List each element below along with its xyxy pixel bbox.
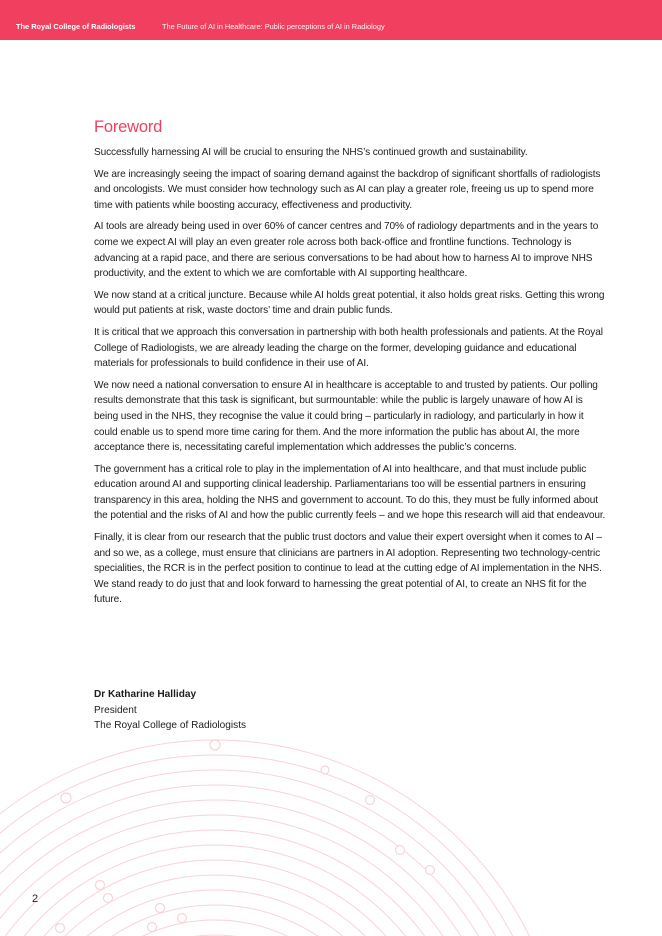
foreword-section — [94, 118, 606, 614]
signatory-organisation: The Royal College of Radiologists — [94, 720, 247, 732]
page-title: Foreword — [94, 118, 163, 136]
paragraph: Successfully harnessing AI will be crucial to ensuring the NHS’s continued growth and sustainability. — [94, 147, 528, 158]
paragraph: The government has a critical role to play in the implementation of AI into healthcare, and that must include public education around AI and supporting clinical leadership. Parliamentarians too will be essential partners in ensuring transparency in this area, holding the NHS and government to account. To do this, they must be fully informed about the potential and the risks of AI and how the public currently feels – and we hope this research will aid that endeavour. — [94, 463, 606, 522]
signatory-role: President — [94, 704, 137, 716]
header-org-name: The Royal College of Radiologists — [16, 22, 136, 31]
paragraph: Finally, it is clear from our research that the public trust doctors and value their expert oversight when it comes to AI – and so we, as a college, must ensure that clinicians are partners in AI adoption. Representing two technology-centric specialities, the RCR is in the perfect position to continue to lead at the cutting edge of AI implementation in the NHS. We stand ready to do just that and look forward to harnessing the great potential of AI, to create an NHS fit for the future. — [94, 532, 602, 606]
signature-block — [94, 687, 246, 734]
signatory-name: Dr Katharine Halliday — [94, 689, 197, 700]
paragraph: We are increasingly seeing the impact of soaring demand against the backdrop of significant shortfalls of radiologists and oncologists. We must consider how technology such as AI can play a greater role, freeing us up to spend more time with patients while boosting accuracy, effectiveness and productivity. — [94, 168, 601, 211]
header-bar — [0, 0, 662, 40]
paragraph: AI tools are already being used in over 60% of cancer centres and 70% of radiology departments and in the years to come we expect AI will play an even greater role across both back-office and frontline functions. Technology is advancing at a rapid pace, and there are serious conversations to be had about how to harness AI to improve NHS productivity, and the extent to which we are comfortable with AI supporting healthcare. — [94, 221, 599, 280]
header-document-title: The Future of AI in Healthcare: Public perceptions of AI in Radiology — [162, 22, 385, 31]
paragraph: We now need a national conversation to ensure AI in healthcare is acceptable to and trusted by patients. Our polling results demonstrate that this task is significant, but surmountable: while the public is largely unaware of how AI is being used in the NHS, they recognise the value it could bring – particularly in radiology, and particularly in how it could enable us to spend more time caring for them. And the more information the public has about AI, the more acceptance there is, necessitating careful implementation which addresses the public’s concerns. — [94, 379, 598, 454]
page-number: 2 — [32, 893, 39, 905]
paragraph: We now stand at a critical juncture. Because while AI holds great potential, it also holds great risks. Getting this wrong would put patients at risk, waste doctors’ time and drain public funds. — [94, 289, 605, 317]
paragraph: It is critical that we approach this conversation in partnership with both health professionals and patients. At the Royal College of Radiologists, we are already leading the charge on the former, developing guidance and educational materials for professionals to build confidence in their use of AI. — [94, 326, 603, 370]
